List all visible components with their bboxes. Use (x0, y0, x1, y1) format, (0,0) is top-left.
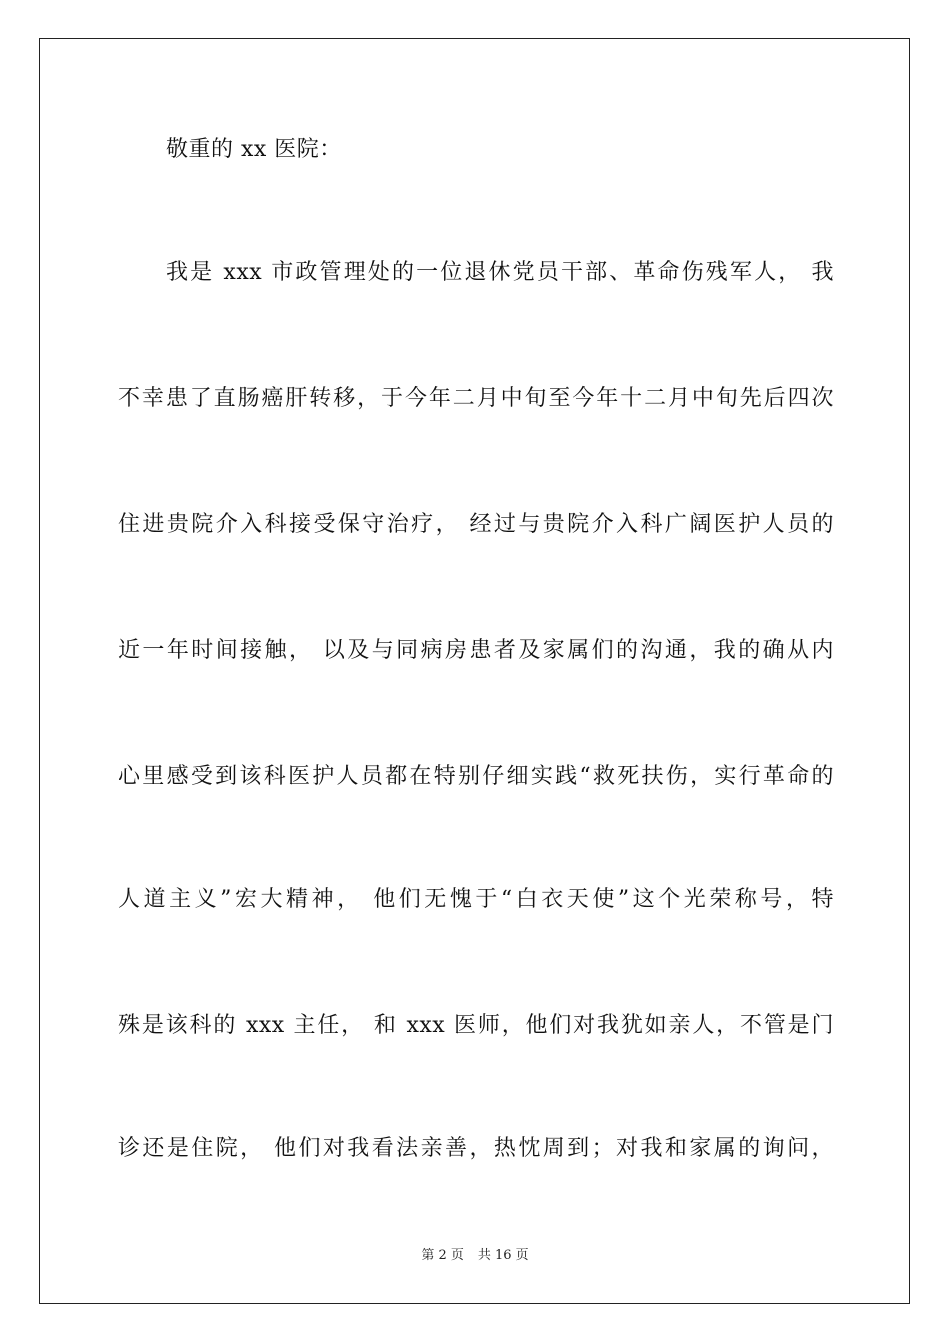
page-total: 共 16 页 (477, 1248, 529, 1263)
body-line-2: 不幸患了直肠癌肝转移，于今年二月中旬至今年十二月中旬先后四次 (118, 386, 834, 411)
body-line-3: 住进贵院介入科接受保守治疗， 经过与贵院介入科广阔医护人员的 (118, 512, 834, 537)
body-line-1: 我是 xxx 市政管理处的一位退休党员干部、革命伤残军人， 我 (166, 260, 834, 285)
page-number: 第 2 页 (421, 1248, 464, 1263)
page-border (39, 38, 910, 1304)
body-line-7: 殊是该科的 xxx 主任， 和 xxx 医师，他们对我犹如亲人，不管是门 (118, 1013, 834, 1038)
page-footer (0, 1247, 950, 1265)
body-line-8: 诊还是住院， 他们对我看法亲善，热忱周到；对我和家属的询问， (118, 1136, 834, 1161)
body-line-4: 近一年时间接触， 以及与同病房患者及家属们的沟通，我的确从内 (118, 638, 834, 663)
salutation: 敬重的 xx 医院： (166, 137, 342, 162)
body-line-5: 心里感受到该科医护人员都在特别仔细实践“救死扶伤，实行革命的 (118, 764, 834, 789)
body-line-6: 人道主义”宏大精神， 他们无愧于“白衣天使”这个光荣称号，特 (118, 887, 834, 912)
